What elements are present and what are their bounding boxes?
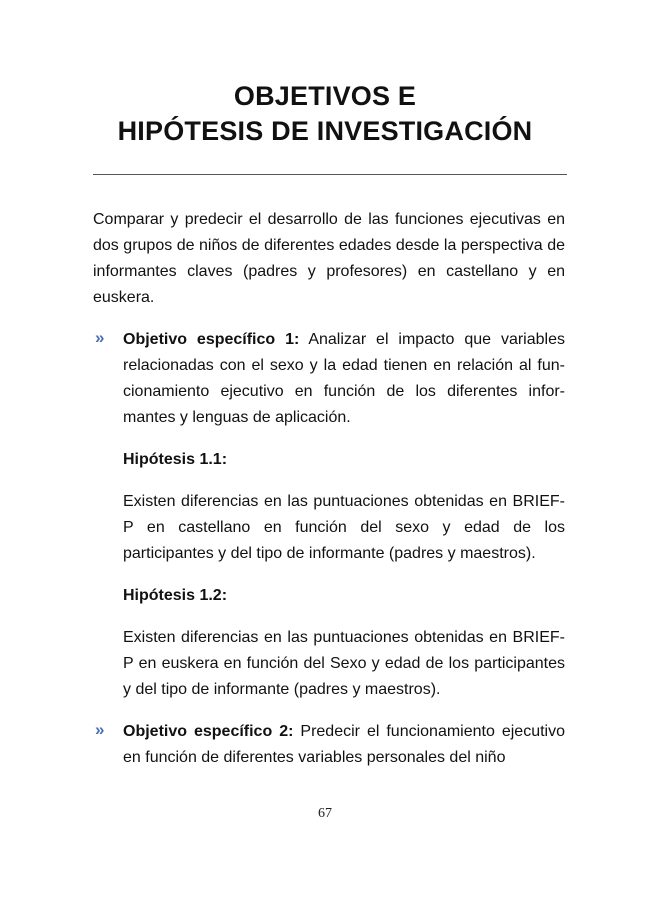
hypothesis-1-1-text: Existen diferencias en las puntuaciones obtenidas en BRIEF-P en castellano en función del sexo y edad de los participantes y del tipo de informante (padres y maestros). — [123, 493, 565, 562]
chapter-title-line-2: HIPÓTESIS DE INVESTIGACIÓN — [117, 116, 533, 146]
page-number: 67 — [318, 806, 332, 821]
body-content — [93, 207, 565, 771]
objective-2-text: Predecir el funcionamiento ejecutivo en función de diferentes variables personales del niño — [123, 723, 565, 766]
title-divider — [93, 174, 567, 175]
objective-2-label: Objetivo específico 2: — [123, 723, 294, 740]
objective-1-label: Objetivo específico 1: — [123, 331, 300, 348]
hypothesis-1-1-heading: Hipótesis 1.1: — [123, 451, 228, 468]
objective-2-paragraph — [123, 719, 565, 771]
hypothesis-1-2-heading: Hipótesis 1.2: — [123, 587, 228, 604]
general-objective-paragraph: Comparar y predecir el desarrollo de las funciones ejecutivas en dos grupos de niños de diferentes edades desde la perspectiva de informantes claves (padres y profesores) en castellano y en euskera. — [93, 211, 565, 306]
chevron-bullet-icon: » — [95, 720, 105, 739]
objective-1 — [93, 327, 565, 703]
objective-1-paragraph — [123, 327, 565, 431]
chevron-bullet-icon: » — [95, 328, 105, 347]
objective-2 — [93, 719, 565, 771]
chapter-title — [0, 79, 650, 149]
hypothesis-1-2-text: Existen diferencias en las puntuaciones obtenidas en BRIEF-P en euskera en función del Sexo y edad de los participantes y del tipo de informante (padres y maestros). — [123, 629, 565, 698]
objective-1-text: Analizar el impacto que variables relacionadas con el sexo y la edad tienen en relación al funcionamiento ejecutivo en función de los diferentes informantes y lenguas de aplicación. — [123, 331, 565, 426]
chapter-title-line-1: OBJETIVOS E — [233, 81, 417, 111]
